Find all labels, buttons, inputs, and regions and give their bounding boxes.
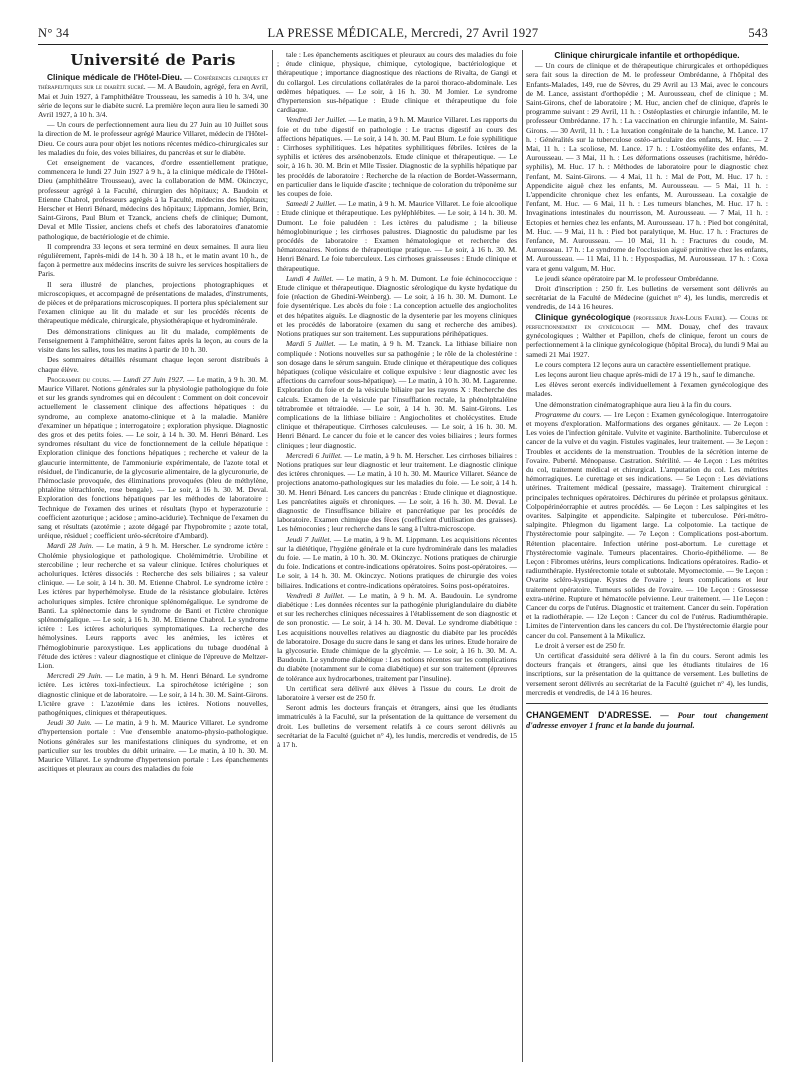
paragraph [38, 671, 268, 717]
paragraph [526, 380, 768, 398]
paragraph-text: Des sommaires détaillés résumant chaque leçon seront distribués à chaque élève. [38, 355, 268, 374]
date-label: Mercredi 29 Juin. [47, 671, 103, 681]
paragraph-text: — Un cours de perfectionnement aura lieu du 27 Juin au 10 Juillet sous la direction de M. le professeur agrégé Maurice Villaret, médecin de l'Hôtel-Dieu. Ce cours aura pour objet les notions récentes médico-chirurgicales sur les maladies du foie, des voies biliaires, du pancréas et sur le diabète. [38, 120, 268, 157]
paragraph [38, 327, 268, 355]
paragraph [38, 280, 268, 326]
paragraph [38, 541, 268, 670]
paragraph [277, 684, 517, 702]
paragraph [277, 535, 517, 590]
paragraph [526, 651, 768, 697]
paragraph-text: — Le matin, à 9 h. M. Herscher. Le syndrome ictère : Cholémie physiologique et pathologique. Cholémimétrie. Urobiline et stercobiline ; leur recherche et sa valeur clinique. Ictères choluriques et acholuriques. Ictères dissociés : Recherche des sels biliaires ; sa valeur clinique. — Le soir, à 14 h. 30. M. Etienne Chabrol. Le syndrome ictère : Les ictères par hyperhémolyse. Etude de la résistance globulaire. Ictères acholuriques simples. Ictère chronique splénomégalique. Le syndrome de Banti. La splénectomie dans le syndrome de Banti et l'ictère chronique splénomégalique. — Le soir, à 16 h. 30. M. Etienne Chabrol. Le syndrome ictère : Les ictères acholuriques symptomatiques. La recherche des hémolysines. Leurs rapports avec les anémies, les ictères et l'hémoglobinurie paroxystique. Les applications du tubage duodénal à l'étude des ictères : valeur diagnostique et clinique de l'épreuve de Meltzer-Lion. [38, 541, 268, 670]
paragraph [526, 641, 768, 650]
paragraph [277, 115, 517, 198]
date-label: Lundi 27 Juin 1927. [123, 374, 185, 384]
column-2-body [277, 50, 517, 749]
paragraph-text: Les leçons auront lieu chaque après-midi de 17 à 19 h., sauf le dimanche. [535, 369, 755, 379]
paragraph-text: Le cours comptera 12 leçons aura un caractère essentiellement pratique. [535, 359, 751, 369]
lead-text: (professeur Jean-Louis Faure). — Cours de perfectionnement en gynécologie [526, 312, 768, 331]
section-heading: Clinique gynécologique [535, 311, 631, 322]
lead-text: Programme du cours. — [47, 374, 121, 384]
paragraph [38, 73, 268, 119]
paragraph-text: — Le matin, à 9 h. M. Henri Bénard. Le syndrome ictère. Les ictères toxi-infectieux. La spirochétose ictérigène ; son diagnostic clinique et de laboratoire. — Le soir, à 14 h. 30. M. Saint-Girons. L'ictère grave : L'azotémie dans les ictères. Notions nouvelles, pathogéniques, cliniques et thérapeutiques. [38, 671, 268, 718]
paragraph-text: Droit d'inscription : 250 fr. Les bulletins de versement sont délivrés au secrétariat de la Faculté de Médecine (guichet n° 4), les lundis, mercredis et vendredis, de 14 à 16 heures. [526, 284, 768, 312]
address-change-notice [526, 710, 768, 731]
paragraph-text: tale : Les épanchements ascitiques et pleuraux au cours des maladies du foie ; étude clinique, physique, chimique, cytologique, bactériologique et thérapeutique ; importance diagnostique des réactions de Rivalta, de Gangi et du collargol. Les circulations collatérales de la paroi thoraco-abdominale. Les œdèmes hépatiques. — Le soir, à 16 h. 30. M Jomier. Le syndrome d'hypertension sus-hépatique : Etude clinique et thérapeutique du foie cardiaque. [277, 50, 517, 115]
paragraph [277, 451, 517, 534]
paragraph [38, 718, 268, 773]
date-label: Mardi 5 Juillet. [286, 339, 336, 349]
paragraph-text: Les élèves seront exercés individuellement à l'examen gynécologique des malades. [526, 380, 768, 399]
paragraph [526, 400, 768, 409]
paragraph-text: — Le matin, à 9 h. M. Tzanck. La lithiase biliaire non compliquée : Notions nouvelles sur sa pathogénie ; le rôle de la cholestérine : son dosage dans le sérum sanguin. Etude clinique et thérapeutique des coliques hépatiques (colique vésiculaire et colique expulsive : leur diagnostic avec les affections du carrefour sous-hépatique). — Le matin, à 10 h. 30. M. Lagarenne. Exploration du foie et de la vésicule biliaire par les rayons X : Recherche des calculs. Examen de la vésicule par l'insufflation rectale, la phénolphtaléine tétrabromée et tétraiodée. — Le soir, à 14 h. 30. M. Saint-Girons. Les complications de la lithiase biliaire : Angiocholites et cholécystites. Etude clinique et thérapeutique. Cirrhoses calculeuses. — Le soir, à 16 h. 30. M. Henri Bénard. Le cancer du foie et le cancer des voies biliaires ; leurs formes cliniques ; leur diagnostic. [277, 339, 517, 450]
column-3 [526, 50, 768, 1062]
paragraph [526, 313, 768, 359]
date-label: Lundi 4 Juillet. [286, 273, 334, 283]
paragraph-text: Il comprendra 33 leçons et sera terminé en deux semaines. Il aura lieu régulièrement, l'après-midi de 14 h. 30 à 18 h., et le matin avant 10 h., de façon à permettre aux médecins inscrits de suivre les services hospitaliers de Paris. [38, 241, 268, 279]
lead-text: — Conférences cliniques et thérapeutiques sur le diabète sucré. [38, 73, 268, 92]
paragraph-text: — Le matin, à 9 h. M. Maurice Villaret. Le syndrome d'hypertension portale : Vue d'ensemble anatomo-physio-pathologique. Notions générales sur les manifestations cliniques du syndrome, et en particulier sur les troubles du débit urinaire. — Le matin, à 10 h. 30. M. Maurice Villaret. Le syndrome d'hypertension portale : Les épanchements ascitiques et pleuraux au cours des maladies du foie [38, 718, 268, 774]
paragraph-text: Il sera illustré de planches, projections photographiques et microscopiques, et accompagné de présentations de malades, d'instruments, de pièces et de préparations microscopiques. Il portera plus spécialement sur l'examen clinique au lit du malade et sur les procédés récents de thérapeutique médicale, chirurgicale, physiothérapique et hydrominérale. [38, 279, 268, 326]
section-title: Université de Paris [70, 51, 236, 69]
column-rule [272, 50, 273, 1062]
paragraph-text: — Le matin, à 9 h. M. Herscher. Les cirrhoses biliaires : Notions pratiques sur leur diagnostic et leur traitement. Le diagnostic clinique des ictères chroniques. — Le matin, à 10 h. 30. M. Maurice Villaret. Séance de projections anatomo-pathologiques sur les maladies du foie. — Le soir, à 14 h. 30. M. Henri Bénard. Les cancers du pancréas : Etude clinique et diagnostique. Les pancréatites aiguës et chroniques. — Le soir, à 16 h. 30. M. Deval. Le diagnostic de l'insuffisance biliaire et pancréatique par les procédés de laboratoire. Examen chimique des fèces (coefficient d'utilisation des graisses). Les hémoconies ; leur recherche dans le sang à l'ultra-microscope. [277, 450, 517, 534]
paragraph-text: — Un cours de clinique et de thérapeutique chirurgicales et orthopédiques sera fait sous la direction de M. le professeur Ombrédanne, à l'hôpital des Enfants-Malades, 149, rue de Sèvres, du 29 Avril au 13 Mai, avec le concours de M. Lance, assistant d'orthopédie ; M. Aurousseau, chef de clinique ; M. Saint-Girons, chef de laboratoire ; M. Huc, ancien chef de clinique, d'après le programme suivant : 29 Avril, 11 h. : Ostéoplasties et chirurgie infantile, M. le professeur Ombrédanne. 17 h. : La vaccination en chirurgie infantile, M. Saint-Girons. — 30 Avril, 11 h. : La luxation congénitale de la hanche, M. Lance. 17 h. : Généralités sur la tuberculose ostéo-articulaire des enfants, M. Huc. — 2 Mai, 11 h. : La scoliose, M. Lance. 17 h. : L'ostéomyélite des enfants, M. Aurousseau. — 3 Mai, 11 h. : Les déformations osseuses (rachitisme, hérédo-syphilis), M. Huc. 17 h. : Méthodes de laboratoire pour le diagnostic chez l'enfant, M. Saint-Girons. — 4 Mai, 11 h. : Mal de Pott, M. Huc. 17 h. : Appendicite aiguë chez les enfants, M. Aurousseau. — 5 Mai, 11 h. : L'appendicite chronique chez les enfants, M. Aurousseau. La coxalgie de l'enfant, M. Huc. — 6 Mai, 11 h. : Les tumeurs blanches, M. Huc. 17 h. : Invaginations intestinales du nourrisson, M. Aurousseau. — 7 Mai, 11 h. : Ectopies et hernies chez les enfants, M. Aurousseau. 17 h. : Pied bot congénital, M. Huc. — 9 Mai, 11 h. : Pied bot paralytique, M. Huc. 17 h. : Fractures de l'enfance, M. Aurousseau. — 10 Mai, 11 h. : Fractures du coude, M. Aurousseau. 17 h. : Le syndrome de l'occlusion aiguë primitive chez les enfants, M. Aurousseau. — 11 Mai, 11 h. : Hypospadias, M. Aurousseau. 17 h. : Coxa vara et genu valgum, M. Huc. [526, 61, 768, 273]
column-1-body [38, 73, 268, 773]
date-label: Mardi 28 Juin. [47, 541, 94, 551]
running-head [38, 26, 768, 42]
column-1 [38, 50, 268, 1062]
paragraph-text: — Le matin, à 9 h. M. Dumont. Le foie échinococcique : Etude clinique et thérapeutique. Diagnostic sérologique du kyste hydatique du foie (réaction de Ghedini-Weinberg). — Le soir, à 16 h. 30. M. Dumont. Le foie dysentérique. Les abcès du foie : La conception actuelle des angiocholites et des hépatites aiguës. Le diagnostic de la dysenterie par les moyens cliniques et les procédés de laboratoire (examen du sang et recherche des amibes). Notions pratiques sur son traitement. Les suppurations périhépatiques. [277, 273, 517, 339]
paragraph [277, 703, 517, 749]
notice-rule [526, 703, 768, 704]
header-rule [38, 44, 768, 45]
paragraph [526, 274, 768, 283]
paragraph [277, 274, 517, 338]
date-label: Jeudi 7 Juillet. [286, 534, 332, 544]
paragraph [277, 50, 517, 114]
paragraph [277, 591, 517, 683]
paragraph-text: Cet enseignement de vacances, d'ordre essentiellement pratique, commencera le lundi 27 Juin 1927 à 9 h., à la clinique médicale de l'Hôtel-Dieu (amphithéâtre Trousseau), avec la collaboration de MM. Okinczyc, professeur agrégé à la Faculté, chirurgien des hôpitaux; A. Baudoin et Etienne Chabrol, professeurs agrégés à la Faculté, médecins des hôpitaux; Herscher et Henri Bénard, médecins des hôpitaux; Lippmann, Jomier, Brin, Saint-Girons, Paul Blum et Tzanck, anciens chefs de clinique; Dumont, Deval et Mlle Tissier, anciens chefs et chefs des laboratoires d'anatomie pathologique, de bactériologie et de chimie. [38, 158, 268, 241]
paragraph-text: — Le matin, à 9 h. M. Lippmann. Les acquisitions récentes sur la diététique, l'hygiène générale et la cure hydrominérale dans les maladies du foie. — Le matin, à 10 h. 30. M. Okinczyc. Notions pratiques de chirurgie du foie. Indications et contre-indications opératoires. Soins post-opératoires. — Le soir, à 14 h. 30. M. Okinczyc. Notions pratiques de chirurgie des voies biliaires. Indications et contre-indications opératoires. Soins post-opératoires. [277, 534, 517, 590]
paragraph-text: — M. A Baudoin, agrégé, fera en Avril, Mai et Juin 1927, à l'amphithéâtre Trousseau, les samedis à 10 h. 3/4, une série de leçons sur le diabète sucré. La première leçon aura lieu le samedi 30 Avril 1927, à 10 h. 3/4. [38, 82, 268, 120]
date-label: Vendredi 8 Juillet. [286, 590, 345, 600]
paragraph [38, 355, 268, 373]
paragraph-text: Des démonstrations cliniques au lit du malade, compléments de l'enseignement à l'amphithéâtre, seront faites après la leçon, au cours de la visite dans les salles, tous les matins à partir de 10 h. 30. [38, 326, 268, 355]
paragraph [38, 375, 268, 541]
paragraph-text: Un certificat sera délivré aux élèves à l'issue du cours. Le droit de laboratoire à verser est de 250 fr. [277, 683, 517, 703]
column-3-body [526, 51, 768, 697]
section-heading: Clinique chirurgicale infantile et orthopédique. [554, 50, 740, 60]
date-label: Programme du cours. [535, 409, 602, 419]
paragraph [526, 360, 768, 369]
paragraph-text: — Le matin, à 9 h. 30. M. Maurice Villaret. Notions générales sur la physiologie pathologique du foie et sur les grands syndromes qui en découlent : Comment on doit concevoir actuellement le classement clinique des affections hépatiques : du syndrome, au complexe anatomo-clinique et à la maladie. Manière d'examiner un hépatique ; interrogatoire ; exploration physique. Diagnostic des gros et des petits foies. — Le soir, à 14 h. 30. M. Henri Bénard. Les syndromes résultant du vice de fonctionnement de la cellule hépatique : Exploration clinique des fonctions hépatiques ; recherche et valeur de la glaucurie intermittente, de l'ammoniurie expérimentale, de l'azote total et résiduel, de l'indicanurie, de la glycosurie alimentaire, de la glycuronurie, de l'hémoclasie provoquée, des éliminations provoquées (bleu de méthylène, phtaléine tétrachlorée, rose bengale). — Le soir, à 16 h. 30. M. Deval. Exploration des fonctions hépatiques par les méthodes de laboratoire : Technique de l'examen des urines et résultats (hypo et hyperazoturie : coefficient azoturique ; acidose ; amino-acidurie). Technique de l'examen du sang et résultats (azotémie ; azote dégagé par l'hypobromite ; azote total, uréique, résiduel ; coefficient uréo-sécrétoire d'Ambard). [38, 374, 268, 541]
paragraph-text: Le droit à verser est de 250 fr. [535, 640, 625, 650]
paragraph [38, 158, 268, 241]
text-columns [38, 50, 768, 1062]
paragraph [38, 242, 268, 279]
date-label: Mercredi 6 Juillet. [286, 450, 343, 460]
date-label: Vendredi 1er Juillet. [286, 115, 347, 125]
paragraph [277, 339, 517, 449]
journal-title: LA PRESSE MÉDICALE, Mercredi, 27 Avril 1927 [267, 26, 539, 40]
paragraph [38, 120, 268, 157]
paragraph-text: — Le matin, à 9 h. M. Maurice Villaret. Le foie alcoolique : Etude clinique et thérapeutique. Les pyléphlébites. — Le soir, à 14 h. 30. M. Dumont. Le foie paludéen : Les ictères du paludisme ; la bilieuse hémoglobinurique ; les cirrhoses palustres. Diagnostic du paludisme par les procédés de laboratoire : Examen hématologique et recherche des hématozoaires. Notions de thérapeutique pratique. — Le soir, à 16 h. 30. M. Henri Bénard. Le foie tuberculeux. Les cirrhoses graisseuses : Etude clinique et thérapeutique. [277, 199, 517, 273]
page-number: 543 [748, 26, 768, 40]
paragraph [277, 199, 517, 273]
column-2 [277, 50, 517, 1062]
paragraph-text: Une démonstration cinématographique aura lieu à la fin du cours. [535, 399, 732, 409]
column-rule [522, 50, 523, 1062]
paragraph [526, 370, 768, 379]
paragraph-text: — MM. Douay, chef des travaux gynécologiques ; Walther et Papillon, chefs de clinique, feront un cours de perfectionnement à la clinique gynécologique (hôpital Broca), du lundi 9 Mai au samedi 21 Mai 1927. [526, 321, 768, 359]
section-heading: Clinique médicale de l'Hôtel-Dieu. [47, 72, 183, 83]
paragraph [526, 61, 768, 273]
paragraph [526, 410, 768, 640]
date-label: Samedi 2 Juillet. [286, 199, 337, 209]
notice-text: — Pour tout changement d'adresse envoyer 1 franc et la bande du journal. [526, 711, 768, 731]
paragraph-text: Le jeudi séance opératoire par M. le professeur Ombrédanne. [535, 273, 719, 283]
paragraph [526, 284, 768, 312]
date-label: Jeudi 30 Juin. [47, 718, 92, 728]
paragraph-text: Un certificat d'assiduité sera délivré à la fin du cours. Seront admis les docteurs français et étrangers, ainsi que les étudiants titulaires de 16 inscriptions, sur la présentation de la quittance de versement. Les bulletins de versement seront délivrés au secrétariat de la Faculté (guichet n° 4), les lundis, mercredis et vendredis, de 14 à 16 heures. [526, 651, 768, 697]
paragraph-text: — Le matin, à 9 h. M. A. Baudouin. Le syndrome diabétique : Les données récentes sur la pathogénie pluriglandulaire du diabète et sur les recherches cliniques nécessaires à l'établissement de son diagnostic et de son pronostic. — Le soir, à 14 h. 30. M. Deval. Le syndrome diabétique : Les acquisitions nouvelles relatives au diagnostic du diabète par les procédés de laboratoire. Dosage du sucre dans le sang et dans les urines. Etude horaire de la glycosurie. Etude chimique de la glycémie. — Le soir, à 16 h. 30. M. A. Baudouin. Le syndrome diabétique : Les notions récentes sur les complications du diabète (notamment sur le coma diabétique) et sur son traitement (épreuves de tolérance aux hydrocarbones, traitement par l'insuline). [277, 590, 517, 683]
paragraph-text: Seront admis les docteurs français et étrangers, ainsi que les étudiants immatriculés à la Faculté, sur la présentation de la quittance de versement du droit. Les bulletins de versement relatifs à ce cours seront délivrés au secrétariat de la Faculté (guichet n° 4), les lundis, mercredis et vendredis, de 15 à 17 h. [277, 703, 517, 750]
notice-label: CHANGEMENT D'ADRESSE. [526, 710, 652, 721]
issue-number: N° 34 [38, 26, 70, 40]
paragraph-text: — Le matin, à 9 h. M. Maurice Villaret. Les rapports du foie et du tube digestif en pathologie : Le tractus digestif au cours des affections hépatiques. — Le soir, à 14 h. 30. M. Paul Blum. Le foie syphilitique : Cirrhoses syphilitiques. Les hépatites syphilitiques fébriles. Ictères de la syphilis et ictères des arsénobenzols. Etude clinique et thérapeutique. — Le soir, à 16 h. 30. M. Brin et Mlle Tissier. Diagnostic de la syphilis hépatique par les procédés de laboratoire : Recherche de la réaction de Bordet-Wassermann, en particulier dans le liquide d'ascite ; technique de coloration du tréponème sur les coupes de foie. [277, 115, 517, 199]
paragraph-text: — 1re Leçon : Examen gynécologique. Interrogatoire et moyens d'exploration. Malformations des organes génitaux. — 2e Leçon : Les voies de l'infection génitale. Vulvite et vaginite. Bartholinite. Tuberculose et cancer de la vulve et du vagin. Fistules vaginales, leur traitement. — 3e Leçon : Troubles et accidents de la menstruation. Troubles de la sécrétion interne de l'ovaire. Puberté. Ménopause. Castration. Stérilité. — 4e Leçon : Les métrites du col, traitement médical et chirurgical. L'amputation du col. Les métrites hémorragiques. Le curettage et ses indications. — 5e Leçon : Les déviations utérines. Traitement médical (pessaire, massage). Traitement chirurgical : principales techniques opératoires. Déchirures du périnée et prolapsus génitaux. Colpopérinéorraphie et autres procédés. — 6e Leçon : Les salpingites et les ovarites. Salpingite et appendicite. Salpingite et tuberculose. Péri-métro-salpingite. Phlegmon du ligament large. La colpotomie. La tactique de l'hystérectomie pour salpingite. — 7e Leçon : Complications post-abortum. Rétention placentaire. Infection utérine post-abortum. Le curettage et l'hystérectomie vaginale. Tumeurs placentaires. Chorio-épithéliome. — 8e Leçon : Fibromes utérins, leurs complications. Indications opératoires. Radio- et radiumthérapie. Hystérectomie totale et subtotale. Myomectomie. — 9e Leçon : Ovarite scléro-kystique. Kystes de l'ovaire ; leurs complications et leur traitement opératoire. Tumeurs solides de l'ovaire. — 10e Leçon : Grossesse extra-utérine. Rupture et hématocèle pelvienne. Leur traitement. — 11e Leçon : Cancer du corps de l'utérus. Diagnostic et traitement. Cancer du sein. l'opération et la radiothérapie. — 12e Leçon : Cancer du col de l'utérus. Radiumthérapie. Limites de l'intervention dans les cancers du col. De l'hystérectomie élargie pour cancer du col. Pansement à la Mikulicz. [526, 409, 768, 640]
